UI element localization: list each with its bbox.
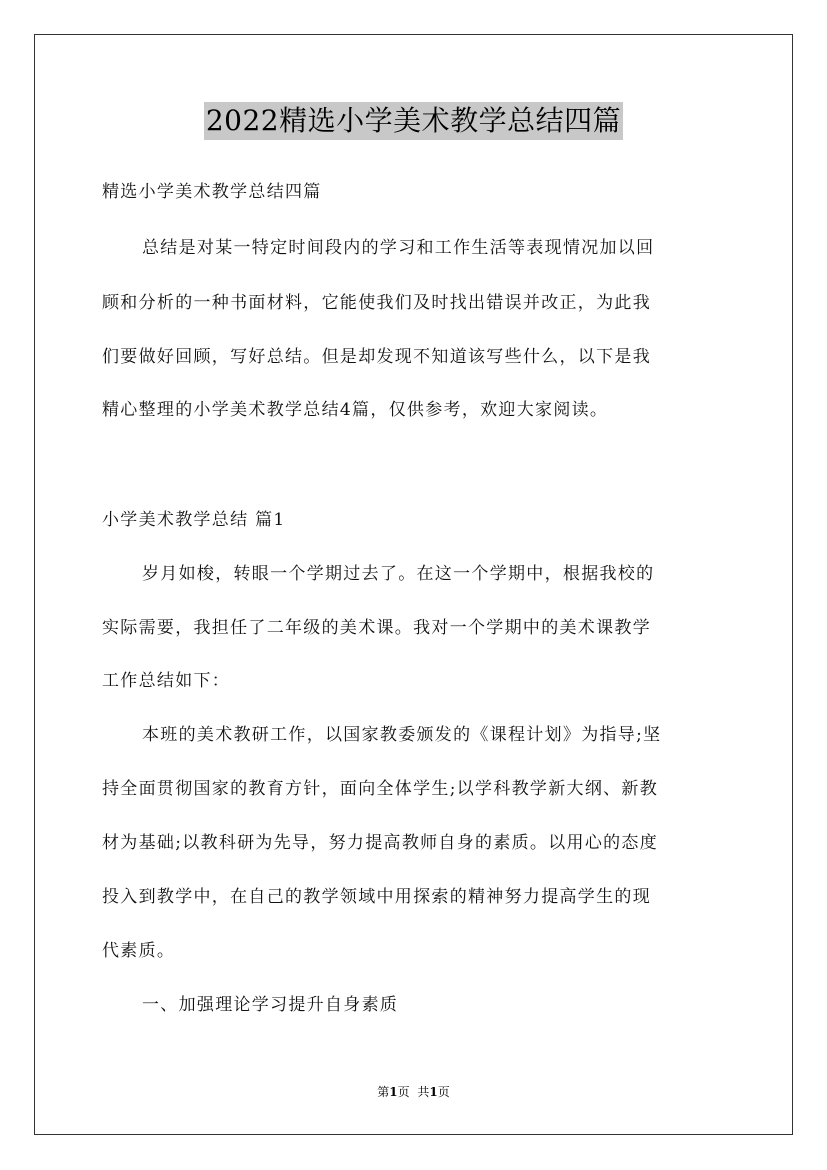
paragraph-line: 工作总结如下： bbox=[102, 671, 231, 691]
page-number: 1 bbox=[389, 1085, 398, 1099]
section-heading: 小学美术教学总结 篇1 bbox=[102, 510, 286, 530]
paragraph-line: 材为基础;以教科研为先导，努力提高教师自身的素质。以用心的态度 bbox=[102, 833, 659, 853]
paragraph-line: 岁月如梭，转眼一个学期过去了。在这一个学期中，根据我校的 bbox=[142, 564, 655, 584]
paragraph-line: 持全面贯彻国家的教育方针，面向全体学生;以学科教学新大纲、新教 bbox=[102, 779, 659, 799]
intro-line: 精心整理的小学美术教学总结4篇，仅供参考，欢迎大家阅读。 bbox=[102, 400, 609, 420]
intro-line: 顾和分析的一种书面材料，它能使我们及时找出错误并改正，为此我 bbox=[102, 293, 651, 313]
paragraph-line: 投入到教学中，在自己的教学领域中用探索的精神努力提高学生的现 bbox=[102, 887, 651, 907]
paragraph-line: 本班的美术教研工作，以国家教委颁发的《课程计划》为指导;坚 bbox=[142, 725, 662, 745]
document-title: 2022精选小学美术教学总结四篇 bbox=[204, 102, 623, 140]
total-suffix: 页 bbox=[437, 1085, 450, 1099]
total-prefix: 共 bbox=[417, 1085, 430, 1099]
document-title-wrap bbox=[0, 102, 827, 140]
page-suffix: 页 bbox=[397, 1085, 410, 1099]
total-pages: 1 bbox=[429, 1085, 438, 1099]
intro-line: 们要做好回顾，写好总结。但是却发现不知道该写些什么，以下是我 bbox=[102, 347, 651, 367]
page-prefix: 第 bbox=[377, 1085, 390, 1099]
paragraph-line: 代素质。 bbox=[102, 941, 176, 961]
subtitle: 精选小学美术教学总结四篇 bbox=[102, 182, 322, 202]
paragraph-line: 实际需要，我担任了二年级的美术课。我对一个学期中的美术课教学 bbox=[102, 618, 651, 638]
intro-line: 总结是对某一特定时间段内的学习和工作生活等表现情况加以回 bbox=[142, 238, 655, 258]
point-heading: 一、加强理论学习提升自身素质 bbox=[142, 995, 399, 1015]
page-footer bbox=[0, 1084, 827, 1100]
